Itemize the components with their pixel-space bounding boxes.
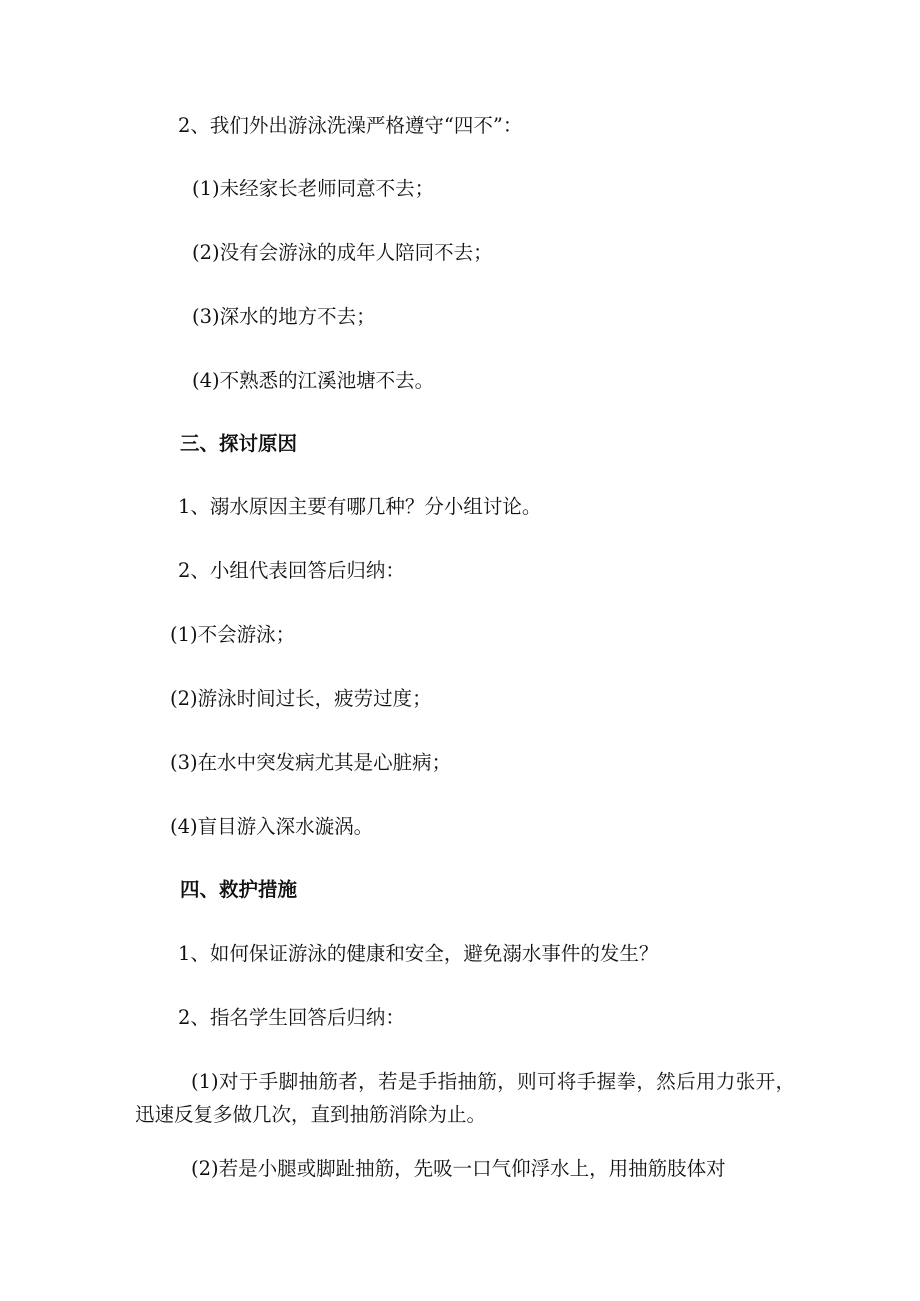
- rescue-paragraph-1: (1)对于手脚抽筋者，若是手指抽筋，则可将手握拳，然后用力张开，迅速反复多做几次，直到抽筋消除为止。: [135, 1070, 795, 1126]
- cause-item-4: (4)盲目游入深水漩涡。: [170, 815, 374, 838]
- causes-summary-line: 2、小组代表回答后归纳：: [178, 559, 405, 582]
- rescue-summary-line: 2、指名学生回答后归纳：: [178, 1006, 405, 1029]
- section-heading-rescue: 四、救护措施: [180, 878, 298, 901]
- cause-item-2: (2)游泳时间过长，疲劳过度；: [170, 687, 432, 710]
- rule-intro-line: 2、我们外出游泳洗澡严格遵守“四不”：: [178, 114, 523, 137]
- rule-item-1: (1)未经家长老师同意不去；: [192, 177, 435, 200]
- cause-item-1: (1)不会游泳；: [170, 623, 296, 646]
- causes-question-line: 1、溺水原因主要有哪几种？分小组讨论。: [178, 495, 542, 518]
- rescue-question-line: 1、如何保证游泳的健康和安全，避免溺水事件的发生？: [178, 942, 659, 965]
- rule-item-2: (2)没有会游泳的成年人陪同不去；: [192, 241, 493, 264]
- section-heading-causes: 三、探讨原因: [180, 432, 298, 455]
- rule-item-3: (3)深水的地方不去；: [192, 305, 376, 328]
- rescue-paragraph-2: (2)若是小腿或脚趾抽筋，先吸一口气仰浮水上，用抽筋肢体对: [191, 1157, 726, 1180]
- rule-item-4: (4)不熟悉的江溪池塘不去。: [192, 369, 435, 392]
- cause-item-3: (3)在水中突发病尤其是心脏病；: [170, 751, 452, 774]
